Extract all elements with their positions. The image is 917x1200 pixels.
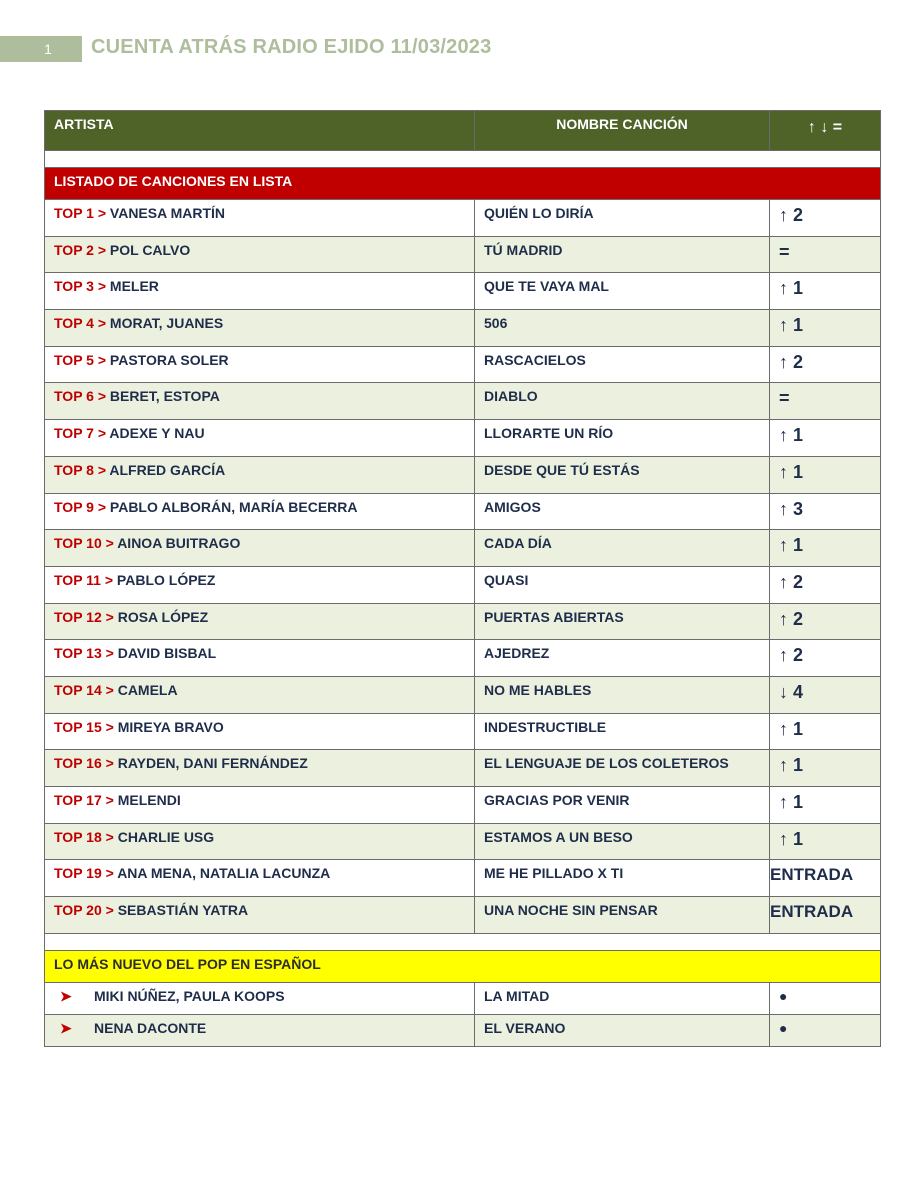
song-title: LLORARTE UN RÍO [475,420,770,457]
rank-label: TOP 16 > [54,755,114,772]
movement-indicator: ↑ 1 [770,273,881,310]
rank-label: TOP 20 > [54,902,114,919]
movement-indicator: ↑ 1 [770,530,881,567]
artist-cell [45,273,475,310]
rank-label: TOP 4 > [54,315,107,332]
chart-section-title: LISTADO DE CANCIONES EN LISTA [45,168,881,200]
rank-label: TOP 18 > [54,828,114,845]
artist-name: MELER [109,278,159,295]
artist-cell [45,713,475,750]
song-title: EL VERANO [475,1014,770,1046]
movement-indicator: ↑ 1 [770,823,881,860]
movement-indicator: ENTRADA [770,897,881,934]
rank-label: TOP 11 > [54,571,114,588]
movement-indicator: ↑ 1 [770,750,881,787]
rank-label: TOP 19 > [54,865,114,882]
chart-table [44,110,881,1047]
artist-cell [45,493,475,530]
artist-name: ADEXE Y NAU [109,425,205,442]
artist-cell [45,1014,475,1046]
new-indicator-dot: ● [770,1014,881,1046]
rank-label: TOP 8 > [54,461,107,478]
song-title: AJEDREZ [475,640,770,677]
table-row [45,273,881,310]
artist-cell [45,897,475,934]
song-title: ESTAMOS A UN BESO [475,823,770,860]
song-title: PUERTAS ABIERTAS [475,603,770,640]
movement-indicator: ↑ 1 [770,713,881,750]
song-title: 506 [475,310,770,347]
song-title: QUIÉN LO DIRÍA [475,200,770,237]
table-row [45,236,881,273]
artist-cell [45,982,475,1014]
header-movement: ↑ ↓ = [770,111,881,151]
table-header-row [45,111,881,151]
movement-indicator: ↑ 2 [770,603,881,640]
table-row [45,493,881,530]
artist-cell [45,640,475,677]
rank-label: TOP 6 > [54,388,107,405]
artist-cell [45,530,475,567]
song-title: UNA NOCHE SIN PENSAR [475,897,770,934]
artist-name: PABLO LÓPEZ [116,571,216,588]
artist-name: AINOA BUITRAGO [117,535,241,552]
song-title: GRACIAS POR VENIR [475,787,770,824]
rank-label: TOP 3 > [54,278,107,295]
rank-label: TOP 14 > [54,681,114,698]
spacer-row [45,151,881,168]
song-title: CADA DÍA [475,530,770,567]
song-title: NO ME HABLES [475,676,770,713]
song-title: RASCACIELOS [475,346,770,383]
rank-label: TOP 12 > [54,608,114,625]
page-number: 1 [0,36,82,62]
artist-cell [45,420,475,457]
artist-name: SEBASTIÁN YATRA [117,902,249,919]
rank-label: TOP 10 > [54,535,114,552]
table-row [45,530,881,567]
movement-indicator: = [770,383,881,420]
rank-label: TOP 17 > [54,792,114,808]
table-row [45,200,881,237]
table-row [45,566,881,603]
artist-name: DAVID BISBAL [117,645,217,662]
song-title: QUE TE VAYA MAL [475,273,770,310]
movement-indicator: ↑ 1 [770,456,881,493]
artist-cell [45,310,475,347]
rank-label: TOP 1 > [54,205,107,221]
new-song-row [45,982,881,1014]
artist-cell [45,346,475,383]
arrow-bullet-icon: ➤ [60,987,72,1004]
artist-name: NENA DACONTE [94,1019,207,1036]
movement-indicator: ↑ 1 [770,310,881,347]
rank-label: TOP 2 > [54,241,107,258]
rank-label: TOP 7 > [54,425,107,442]
arrow-bullet-icon: ➤ [60,1019,72,1036]
artist-cell [45,676,475,713]
artist-name: MELENDI [117,792,181,808]
artist-cell [45,823,475,860]
artist-cell [45,566,475,603]
table-row [45,750,881,787]
chart-section-header [45,168,881,200]
rank-label: TOP 9 > [54,498,107,515]
artist-name: VANESA MARTÍN [109,205,226,221]
song-title: LA MITAD [475,982,770,1014]
movement-indicator: ↑ 1 [770,787,881,824]
song-title: ME HE PILLADO X TI [475,860,770,897]
artist-name: PASTORA SOLER [109,351,229,368]
artist-cell [45,860,475,897]
table-row [45,383,881,420]
table-row [45,713,881,750]
document-title: CUENTA ATRÁS RADIO EJIDO 11/03/2023 [91,36,492,58]
table-row [45,456,881,493]
table-row [45,676,881,713]
new-section-title: LO MÁS NUEVO DEL POP EN ESPAÑOL [45,950,881,982]
rank-label: TOP 13 > [54,645,114,662]
song-title: DESDE QUE TÚ ESTÁS [475,456,770,493]
table-row [45,346,881,383]
song-title: DIABLO [475,383,770,420]
artist-name: PABLO ALBORÁN, MARÍA BECERRA [109,498,358,515]
artist-name: ALFRED GARCÍA [109,461,226,478]
header-artist: ARTISTA [45,111,475,151]
table-row [45,420,881,457]
movement-indicator: ↑ 2 [770,640,881,677]
new-indicator-dot: ● [770,982,881,1014]
table-row [45,897,881,934]
header-song: NOMBRE CANCIÓN [475,111,770,151]
artist-name: MIREYA BRAVO [117,718,224,735]
table-row [45,860,881,897]
movement-indicator: ENTRADA [770,860,881,897]
song-title: QUASI [475,566,770,603]
spacer-row [45,933,881,950]
artist-name: CHARLIE USG [117,828,215,845]
artist-cell [45,750,475,787]
artist-name: MORAT, JUANES [109,315,224,332]
table-row [45,640,881,677]
song-title: AMIGOS [475,493,770,530]
artist-name: RAYDEN, DANI FERNÁNDEZ [117,755,308,772]
song-title: TÚ MADRID [475,236,770,273]
song-title: INDESTRUCTIBLE [475,713,770,750]
movement-indicator: ↑ 2 [770,200,881,237]
rank-label: TOP 15 > [54,718,114,735]
artist-name: ROSA LÓPEZ [117,608,209,625]
table-row [45,787,881,824]
movement-indicator: ↑ 2 [770,346,881,383]
movement-indicator: ↑ 1 [770,420,881,457]
movement-indicator: ↓ 4 [770,676,881,713]
movement-indicator: ↑ 3 [770,493,881,530]
new-section-header [45,950,881,982]
movement-indicator: ↑ 2 [770,566,881,603]
rank-label: TOP 5 > [54,351,107,368]
artist-name: POL CALVO [109,241,191,258]
artist-name: CAMELA [117,681,178,698]
artist-name: ANA MENA, NATALIA LACUNZA [117,865,331,882]
table-row [45,823,881,860]
artist-cell [45,383,475,420]
artist-cell [45,603,475,640]
artist-name: MIKI NÚÑEZ, PAULA KOOPS [94,987,285,1004]
movement-indicator: = [770,236,881,273]
artist-cell [45,236,475,273]
artist-cell [45,787,475,824]
new-song-row [45,1014,881,1046]
artist-name: BERET, ESTOPA [109,388,220,405]
song-title: EL LENGUAJE DE LOS COLETEROS [475,750,770,787]
artist-cell [45,456,475,493]
artist-cell [45,200,475,237]
table-row [45,310,881,347]
table-row [45,603,881,640]
